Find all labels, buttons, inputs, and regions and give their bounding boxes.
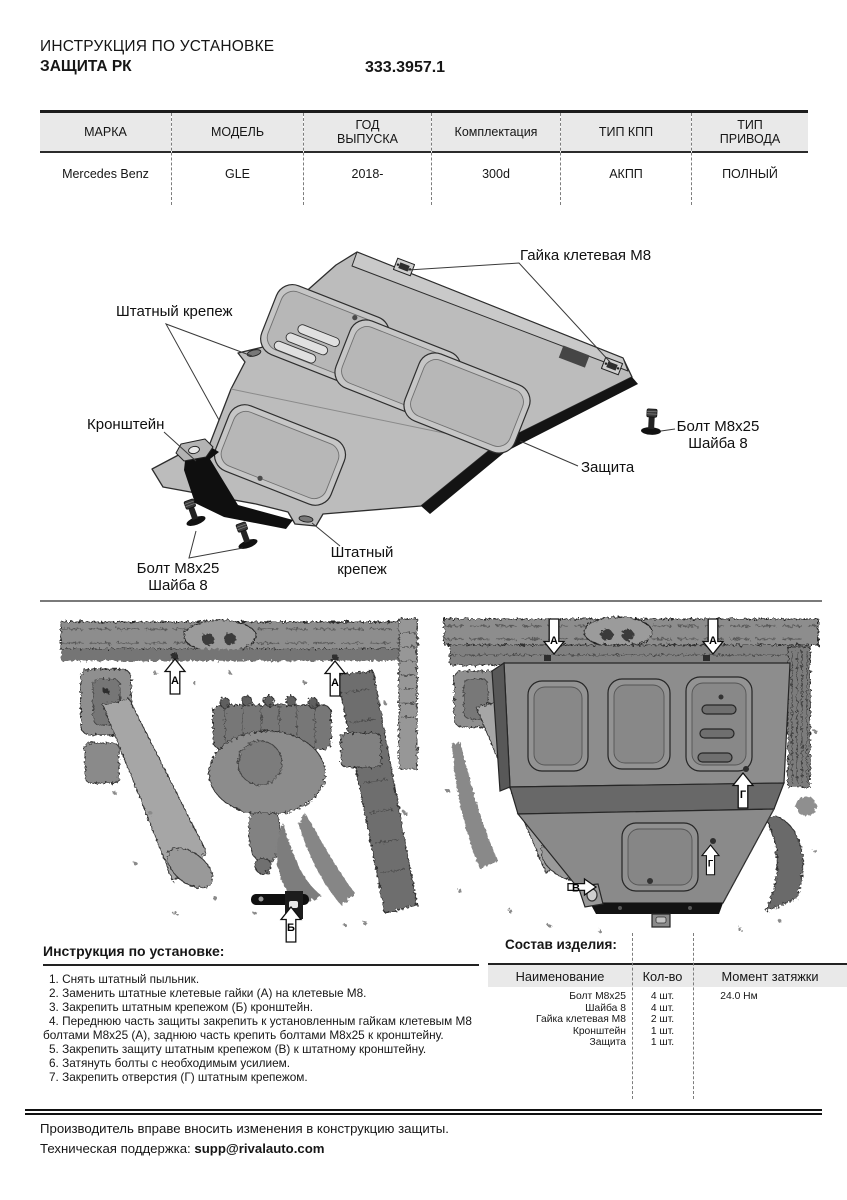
marker-letter: В <box>572 882 580 895</box>
marker-letter: Г <box>707 858 714 869</box>
vehicle-col-brand <box>40 113 171 205</box>
vehicle-header-cell: МОДЕЛЬ <box>172 113 303 153</box>
callout-clip-nut: Гайка клетевая М8 <box>520 247 652 264</box>
vehicle-value-cell: Mercedes Benz <box>62 167 149 181</box>
marker-letter: А <box>709 635 717 647</box>
vehicle-value-cell: 300d <box>482 167 510 181</box>
parts-header-name: Наименование <box>515 968 605 984</box>
callout-bolt-right: Болт М8х25 <box>676 418 760 435</box>
parts-header-row <box>488 965 847 987</box>
marker-letter: А <box>171 675 179 687</box>
callout-stock-fastener: Штатный крепеж <box>116 303 233 320</box>
instruction-step: 3. Закрепить штатным крепежом (Б) кронштейн. <box>49 1000 314 1014</box>
callout-shield: Защита <box>581 459 635 476</box>
parts-title: Состав изделия: <box>505 937 617 952</box>
part-number: 333.3957.1 <box>365 59 446 76</box>
photo-underbody-after <box>440 611 822 945</box>
bolt-icon <box>231 520 259 551</box>
section-divider <box>40 600 822 602</box>
marker-letter: Б <box>287 922 295 934</box>
vehicle-table <box>40 110 808 205</box>
vehicle-header-cell: ТИП КПП <box>561 113 691 153</box>
vehicle-value-cell: GLE <box>224 167 250 181</box>
vehicle-header-cell: ТИП ПРИВОДА <box>692 113 808 153</box>
marker-letter: Г <box>739 789 747 801</box>
callout-bracket: Кронштейн <box>87 416 165 433</box>
marker-letter: А <box>331 677 339 689</box>
instruction-step: 1. Снять штатный пыльник. <box>49 972 200 986</box>
vehicle-col-year <box>303 113 431 205</box>
document-title: ИНСТРУКЦИЯ ПО УСТАНОВКЕ <box>40 38 275 55</box>
vehicle-header-cell: Комплектация <box>432 113 560 153</box>
callout-stock-fastener-bottom: Штатный крепеж <box>330 544 394 578</box>
parts-column-divider <box>693 933 694 1099</box>
vehicle-value-cell: ПОЛНЫЙ <box>722 167 778 181</box>
parts-list: Состав изделия: Наименование Кол-во Момент затяжки Болт М8х25 4 шт. 24.0 Нм Шайба 8 4 шт. Гайка клетевая М8 2 шт. Кронштейн 1 шт. Защита 1 шт. <box>488 933 847 1101</box>
footer-support <box>40 1141 325 1156</box>
wheel-arch <box>766 816 803 911</box>
vehicle-col-trim <box>431 113 560 205</box>
vehicle-value-cell: 2018- <box>351 167 384 181</box>
vehicle-header-cell: ГОД ВЫПУСКА <box>304 113 431 153</box>
vehicle-col-gearbox <box>560 113 691 205</box>
footer-disclaimer: Производитель вправе вносить изменения в конструкцию защиты. <box>40 1121 449 1136</box>
callout-washer-right: Шайба 8 <box>688 435 748 452</box>
instruction-step: 5. Закрепить защиту штатным крепежом (В) к штатному кронштейну. <box>49 1042 427 1056</box>
product-name: ЗАЩИТА РК <box>40 58 132 75</box>
instruction-step: 4. Переднюю часть защиты закрепить к установленным гайкам клетевым М8 болтами М8х25 (А), заднюю часть крепить болтами М8х25 к кронштейну. <box>43 1014 472 1042</box>
instruction-step: 2. Заменить штатные клетевые гайки (А) на клетевые М8. <box>49 986 367 1000</box>
bolt-icon <box>641 409 662 436</box>
photo-underbody-before <box>55 613 421 945</box>
vehicle-header-cell: МАРКА <box>40 113 171 153</box>
underbody-render <box>61 619 417 927</box>
instruction-step: 6. Затянуть болты с необходимым усилием. <box>49 1056 291 1070</box>
callout-washer-left: Шайба 8 <box>148 577 208 594</box>
instructions-rule <box>43 964 479 966</box>
parts-header-torque: Момент затяжки <box>721 968 819 984</box>
footer-rule <box>25 1109 822 1115</box>
fastener-point <box>743 766 749 772</box>
support-label: Техническая поддержка: <box>40 1141 195 1156</box>
callout-bolt-left: Болт М8х25 <box>136 560 220 577</box>
vehicle-col-drive <box>691 113 808 205</box>
installation-instructions <box>43 943 479 1084</box>
skid-plate-drawing <box>152 252 638 529</box>
fastener-point <box>710 838 716 844</box>
marker-arrow-A <box>165 659 185 694</box>
vent-slot <box>698 753 732 762</box>
instruction-step: 7. Закрепить отверстия (Г) штатным крепежом. <box>49 1070 308 1084</box>
vent-slot <box>700 729 734 738</box>
parts-header-qty: Кол-во <box>642 968 683 984</box>
support-email: supp@rivalauto.com <box>194 1141 325 1156</box>
vehicle-col-model <box>171 113 303 205</box>
vent-slot <box>702 705 736 714</box>
vehicle-value-cell: АКПП <box>609 167 643 181</box>
marker-letter: А <box>550 635 558 647</box>
instructions-title: Инструкция по установке: <box>43 943 225 959</box>
